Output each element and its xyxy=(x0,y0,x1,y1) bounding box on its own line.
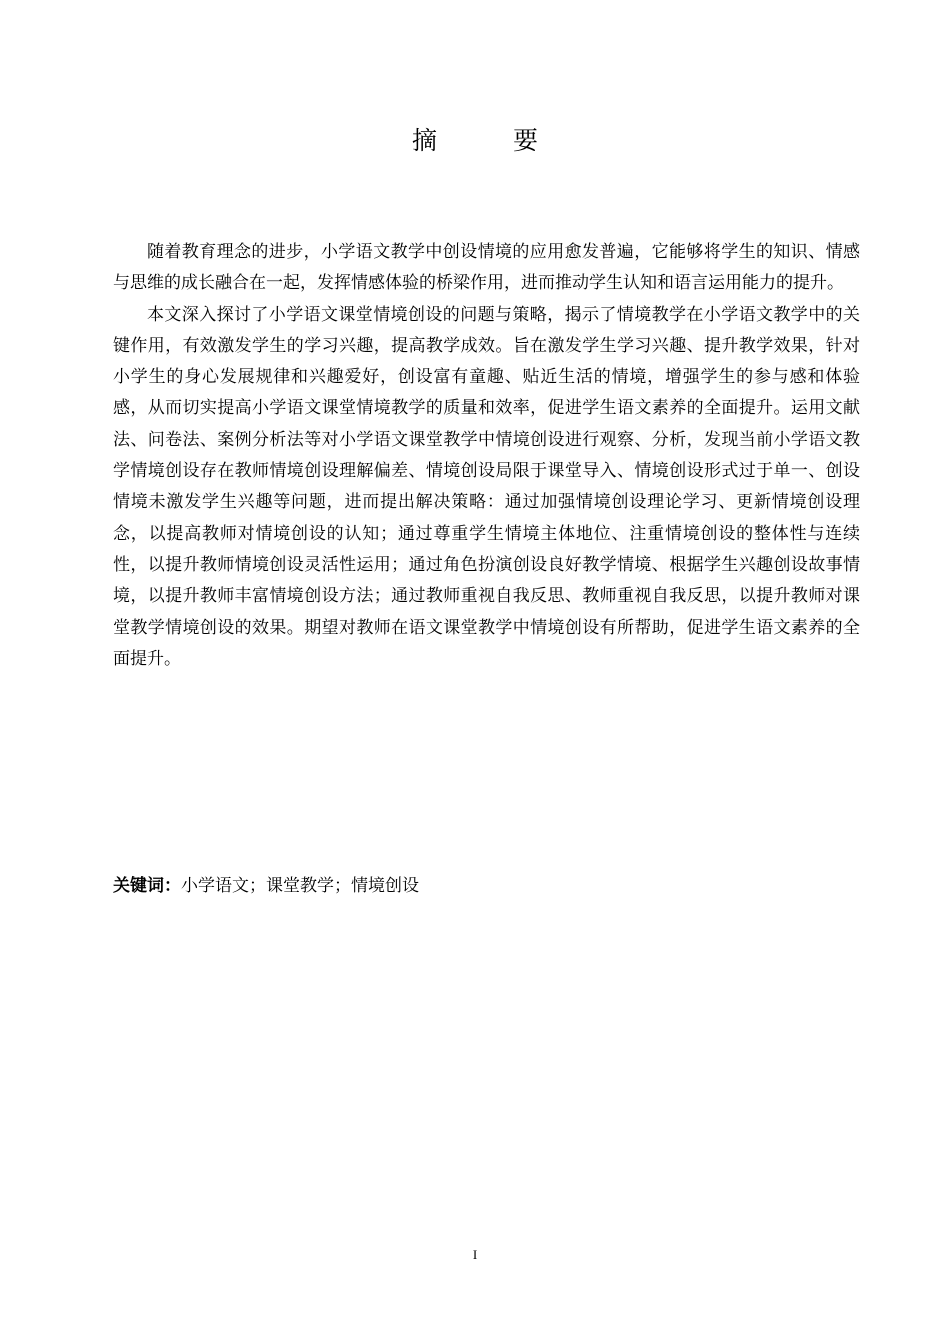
abstract-title: 摘 要 xyxy=(412,126,572,155)
keywords-line xyxy=(113,872,419,900)
keywords-label: 关键词： xyxy=(113,876,181,896)
abstract-paragraph-1: 随着教育理念的进步，小学语文教学中创设情境的应用愈发普遍，它能够将学生的知识、情感与思维的成长融合在一起，发挥情感体验的桥梁作用，进而推动学生认知和语言运用能力的提升。 xyxy=(113,242,860,294)
page-number: I xyxy=(472,1247,478,1262)
abstract-body xyxy=(113,237,860,675)
keywords-value: 小学语文；课堂教学；情境创设 xyxy=(181,876,419,896)
abstract-paragraph-2: 本文深入探讨了小学语文课堂情境创设的问题与策略，揭示了情境教学在小学语文教学中的关键作用，有效激发学生的学习兴趣，提高教学成效。旨在激发学生学习兴趣、提升教学效果，针对小学生的身心发展规律和兴趣爱好，创设富有童趣、贴近生活的情境，增强学生的参与感和体验感，从而切实提高小学语文课堂情境教学的质量和效率，促进学生语文素养的全面提升。运用文献法、问卷法、案例分析法等对小学语文课堂教学中情境创设进行观察、分析，发现当前小学语文教学情境创设存在教师情境创设理解偏差、情境创设局限于课堂导入、情境创设形式过于单一、创设情境未激发学生兴趣等问题，进而提出解决策略：通过加强情境创设理论学习、更新情境创设理念，以提高教师对情境创设的认知；通过尊重学生情境主体地位、注重情境创设的整体性与连续性，以提升教师情境创设灵活性运用；通过角色扮演创设良好教学情境、根据学生兴趣创设故事情境，以提升教师丰富情境创设方法；通过教师重视自我反思、教师重视自我反思，以提升教师对课堂教学情境创设的效果。期望对教师在语文课堂教学中情境创设有所帮助，促进学生语文素养的全面提升。 xyxy=(113,304,860,669)
